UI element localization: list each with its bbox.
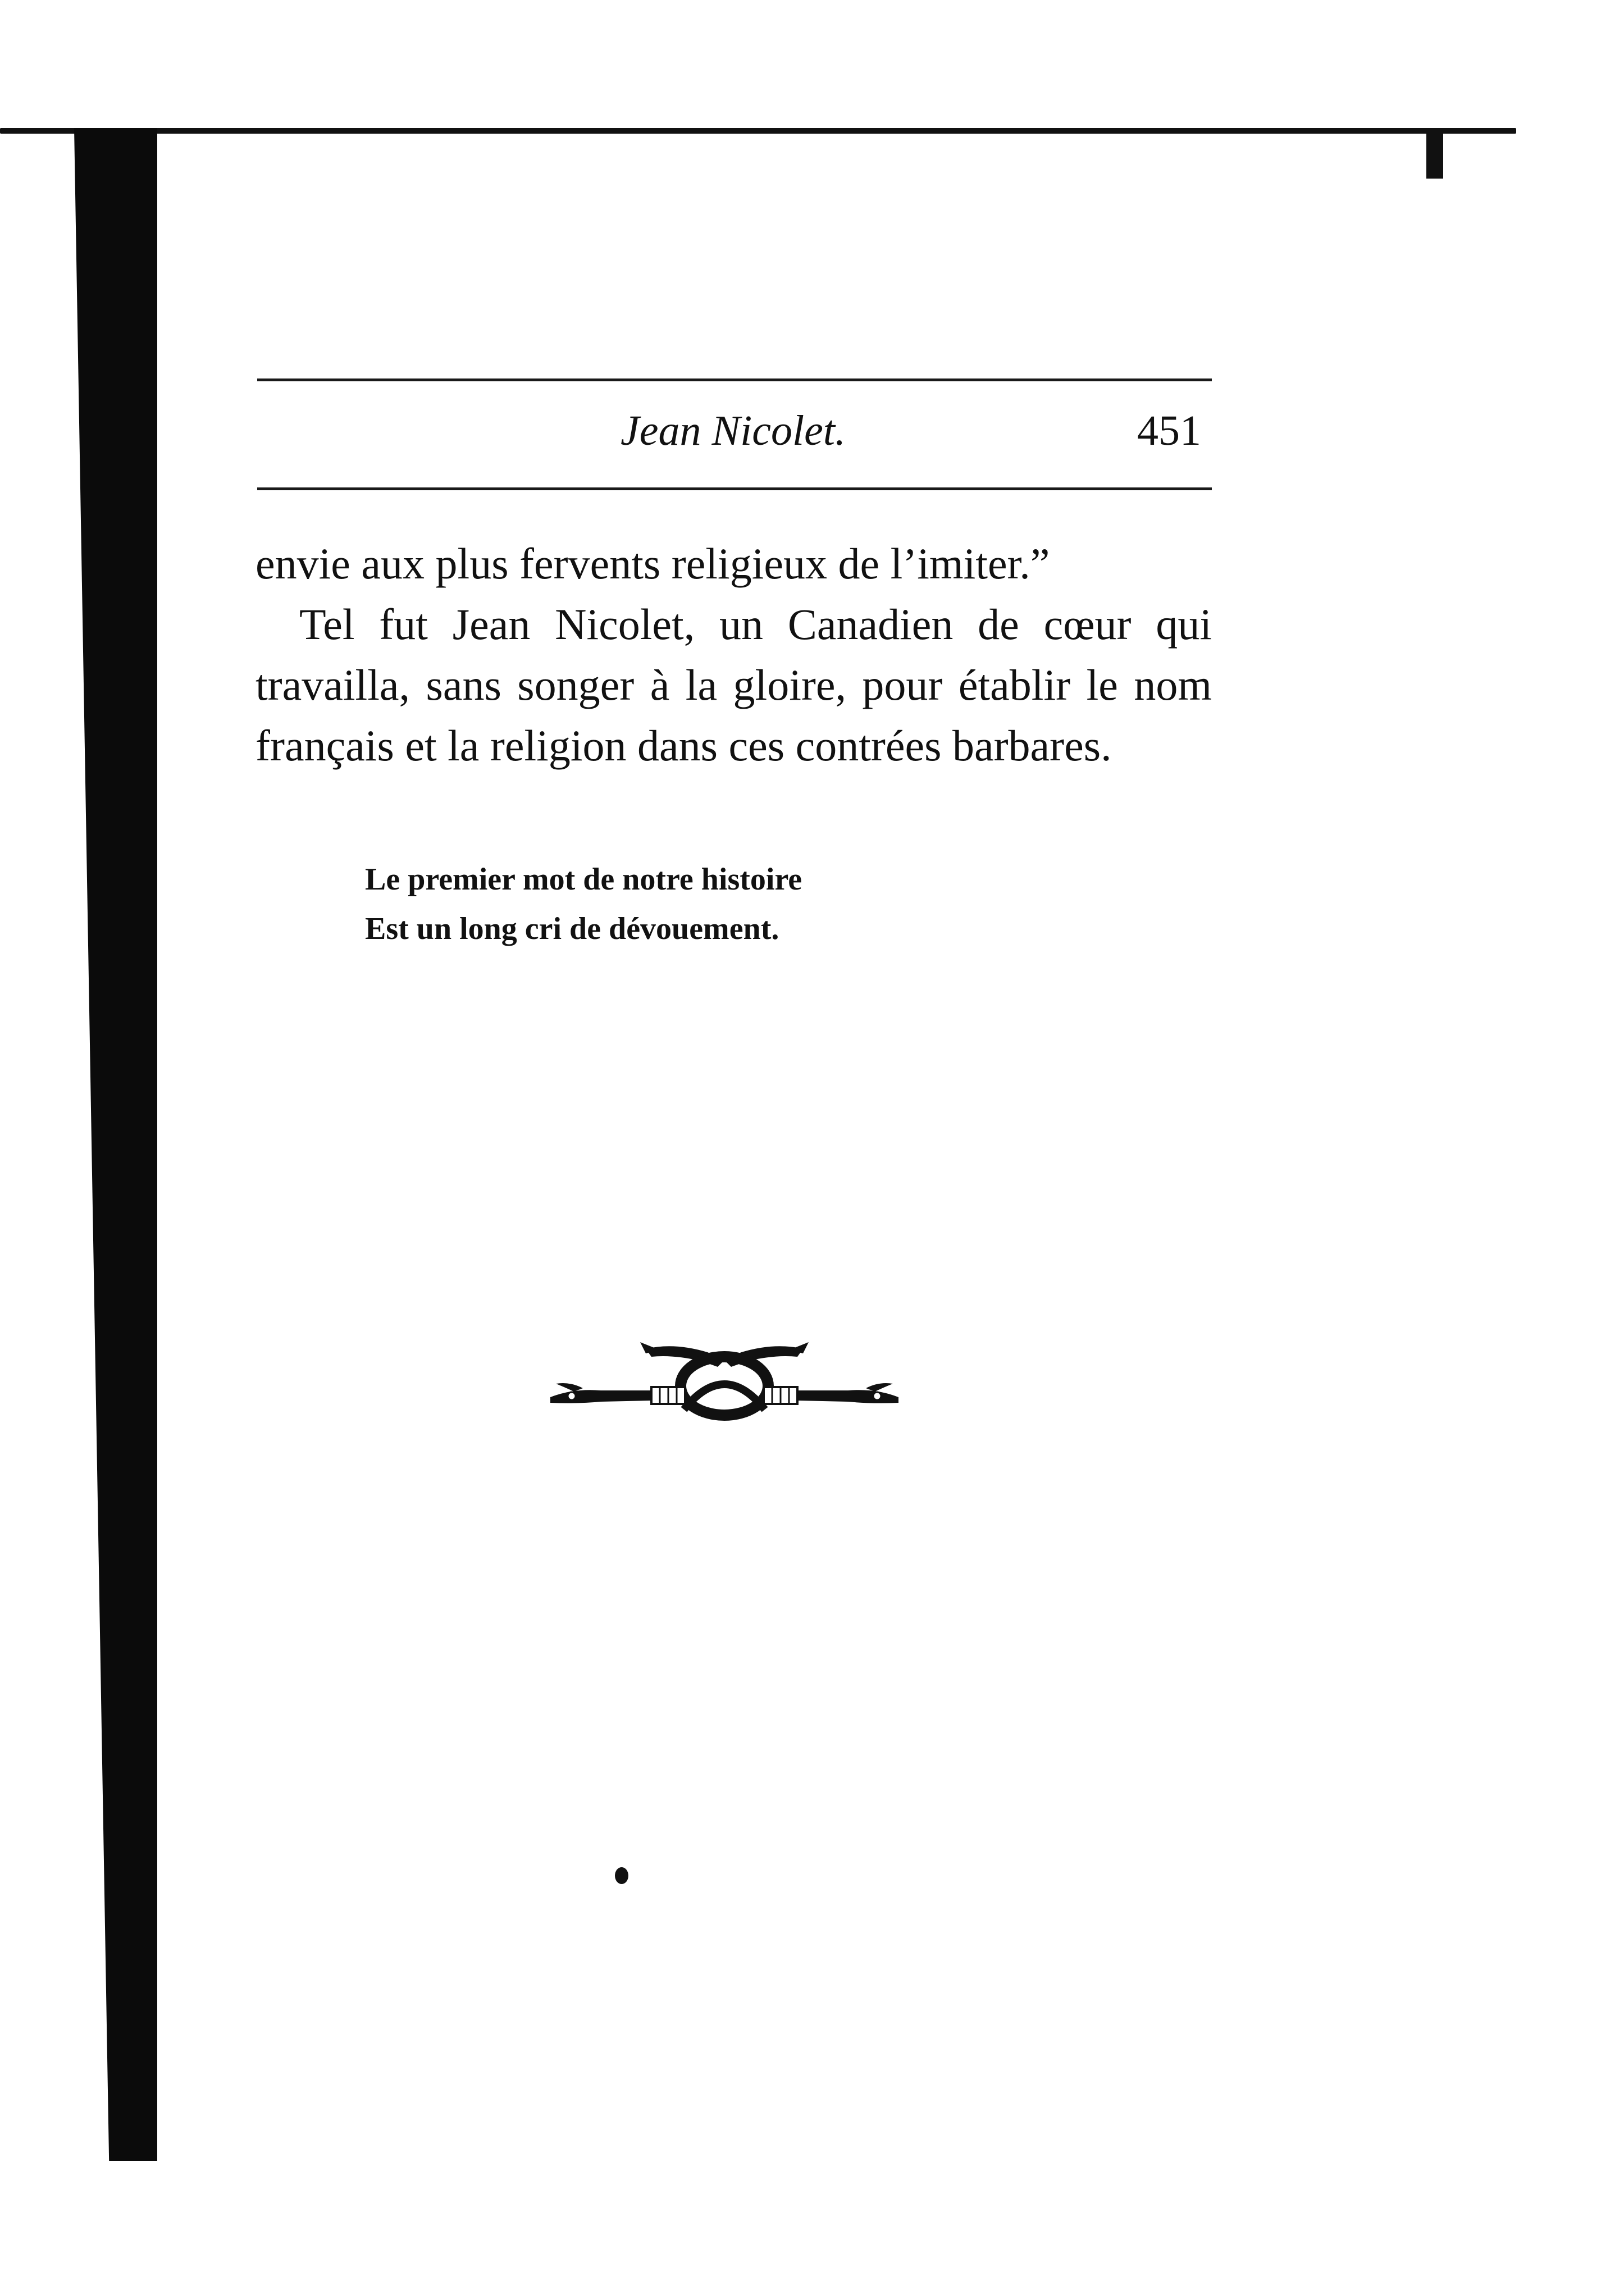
page-number: 451 (1137, 407, 1201, 454)
header-rule-bottom (257, 487, 1212, 490)
header-rule-top (257, 378, 1212, 381)
scan-left-edge (74, 128, 157, 2161)
intertwined-dolphins-vignette-icon (539, 1325, 910, 1426)
scan-top-edge (0, 128, 1516, 134)
paragraph-continuation: envie aux plus fervents religieux de l’imiter.” (256, 539, 1050, 588)
body-text (256, 533, 1212, 776)
ink-speck (615, 1867, 628, 1884)
scan-top-corner (1426, 128, 1443, 179)
paragraph-conclusion: Tel fut Jean Nicolet, un Canadien de cœur qui travailla, sans songer à la gloire, pour établir le nom français et la religion dans ces contrées barbares. (256, 600, 1212, 770)
verse-quote (365, 855, 802, 954)
verse-line-1: Le premier mot de notre histoire (365, 862, 802, 897)
running-title: Jean Nicolet. (621, 407, 846, 454)
verse-line-2: Est un long cri de dévouement. (365, 911, 779, 946)
